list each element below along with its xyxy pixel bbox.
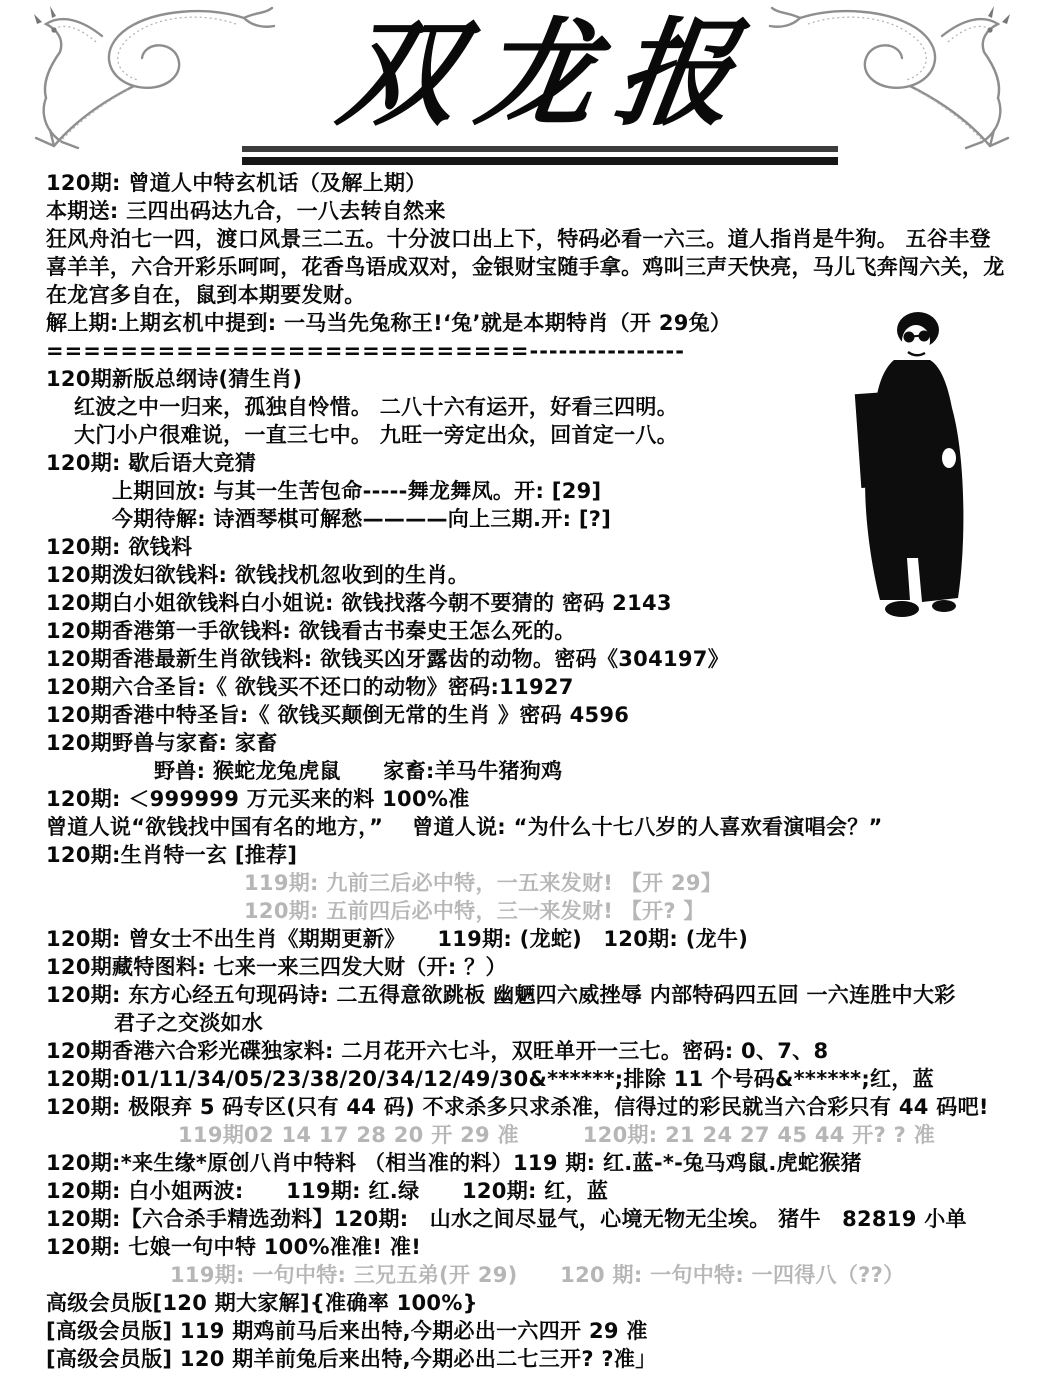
faded-line: 119期: 九前三后必中特，一五来发财! 【开 29】 bbox=[244, 871, 723, 895]
report-line: 120期野兽与家畜: 家畜 bbox=[46, 731, 278, 755]
report-line: 红波之中一归来，孤独自怜惜。 二八十六有运开，好看三四明。 bbox=[74, 395, 679, 419]
report-line: 上期回放: 与其一生苦包命-----舞龙舞凤。开: [29] bbox=[112, 479, 602, 503]
report-line: 120期香港中特圣旨:《 欲钱买颠倒无常的生肖 》密码 4596 bbox=[46, 703, 630, 727]
title-underline-bar bbox=[242, 157, 838, 165]
report-line: 120期香港六合彩光碟独家料: 二月花开六七斗，双旺单开一三七。密码: 0、7、8 bbox=[46, 1039, 829, 1063]
report-line: 120期: 东方心经五句现码诗: 二五得意欲跳板 幽魉四六威挫辱 内部特码四五回 一六连胜中大彩 bbox=[46, 983, 956, 1007]
report-line: 120期: 白小姐两波: 119期: 红.绿 120期: 红，蓝 bbox=[46, 1179, 609, 1203]
divider-line: ==========================---------------- bbox=[46, 339, 685, 363]
report-line: 120期: 欲钱料 bbox=[46, 535, 193, 559]
report-line: 120期: ＜999999 万元买来的料 100%准 bbox=[46, 787, 470, 811]
report-line: 120期: 七娘一句中特 100%准准! 准! bbox=[46, 1235, 422, 1259]
report-line: [高级会员版] 119 期鸡前马后来出特,今期必出一六四开 29 准 bbox=[46, 1319, 648, 1343]
page-title: 双龙报 bbox=[331, 6, 765, 142]
report-line: 高级会员版[120 期大家解]{准确率 100%} bbox=[46, 1291, 478, 1315]
report-line: 120期:01/11/34/05/23/38/20/34/12/49/30&******;排除 11 个号码&******;红，蓝 bbox=[46, 1067, 934, 1091]
report-line: 今期待解: 诗酒琴棋可解愁————向上三期.开: [?] bbox=[112, 507, 612, 531]
report-line: 曾道人说“欲钱找中国有名的地方，” 曾道人说: “为什么十七八岁的人喜欢看演唱会？” bbox=[46, 815, 883, 839]
report-line: 120期:生肖特一玄 [推荐] bbox=[46, 843, 298, 867]
report-line: 120期白小姐欲钱料白小姐说: 欲钱找落今朝不要猜的 密码 2143 bbox=[46, 591, 672, 615]
title-underline-bar bbox=[242, 146, 838, 152]
report-line: 君子之交淡如水 bbox=[114, 1011, 264, 1035]
report-line: 120期六合圣旨:《 欲钱买不还口的动物》密码:11927 bbox=[46, 675, 574, 699]
masthead bbox=[0, 0, 1044, 168]
faded-line: 120期: 五前四后必中特，三一来发财! 【开? 】 bbox=[244, 899, 705, 923]
report-line: [高级会员版] 120 期羊前兔后来出特,今期必出二七三开? ?准」 bbox=[46, 1347, 657, 1371]
report-line: 120期藏特图料: 七来一来三四发大财（开: ？） bbox=[46, 955, 507, 979]
report-line: 喜羊羊，六合开彩乐呵呵，花香鸟语成双对，金银财宝随手拿。鸡叫三声天快亮，马儿飞奔闯六关，龙 bbox=[46, 255, 1005, 279]
report-line: 120期: 曾道人中特玄机话（及解上期） bbox=[46, 171, 427, 195]
report-line: 120期:*来生缘*原创八肖中特料 （相当准的料）119 期: 红.蓝-*-兔马鸡鼠.虎蛇猴猪 bbox=[46, 1151, 862, 1175]
faded-line: 119期02 14 17 28 20 开 29 准 120期: 21 24 27 45 44 开? ? 准 bbox=[178, 1123, 936, 1147]
report-line: 狂风舟泊七一四，渡口风景三二五。十分波口出上下，特码必看一六三。道人指肖是牛狗。 五谷丰登 bbox=[46, 227, 991, 251]
report-line: 120期: 曾女士不出生肖《期期更新》 119期: (龙蛇) 120期: (龙牛) bbox=[46, 927, 749, 951]
report-line: 120期香港第一手欲钱料: 欲钱看古书秦史王怎么死的。 bbox=[46, 619, 576, 643]
report-line: 120期:【六合杀手精选劲料】120期: 山水之间尽显气，心境无物无尘埃。 猪牛 82819 小单 bbox=[46, 1207, 967, 1231]
report-line: 本期送: 三四出码达九合，一八去转自然来 bbox=[46, 199, 446, 223]
report-line: 野兽: 猴蛇龙兔虎鼠 家畜:羊马牛猪狗鸡 bbox=[154, 759, 563, 783]
report-line: 120期: 歇后语大竞猜 bbox=[46, 451, 257, 475]
report-line: 大门小户很难说，一直三七中。 九旺一旁定出众，回首定一八。 bbox=[74, 423, 679, 447]
report-line: 在龙宫多自在，鼠到本期要发财。 bbox=[46, 283, 366, 307]
report-line: 120期: 极限弃 5 码专区(只有 44 码) 不求杀多只求杀准，信得过的彩民就当六合彩只有 44 码吧! bbox=[46, 1095, 989, 1119]
report-body bbox=[46, 169, 1021, 1373]
report-line: 120期新版总纲诗(猜生肖) bbox=[46, 367, 303, 391]
report-line: 120期香港最新生肖欲钱料: 欲钱买凶牙露齿的动物。密码《304197》 bbox=[46, 647, 730, 671]
report-line: 120期泼妇欲钱料: 欲钱找机忽收到的生肖。 bbox=[46, 563, 470, 587]
report-line: 解上期:上期玄机中提到: 一马当先兔称王!‘兔’就是本期特肖（开 29兔） bbox=[46, 311, 732, 335]
faded-line: 119期: 一句中特: 三兄五弟(开 29) 120 期: 一句中特: 一四得八（??） bbox=[170, 1263, 905, 1287]
